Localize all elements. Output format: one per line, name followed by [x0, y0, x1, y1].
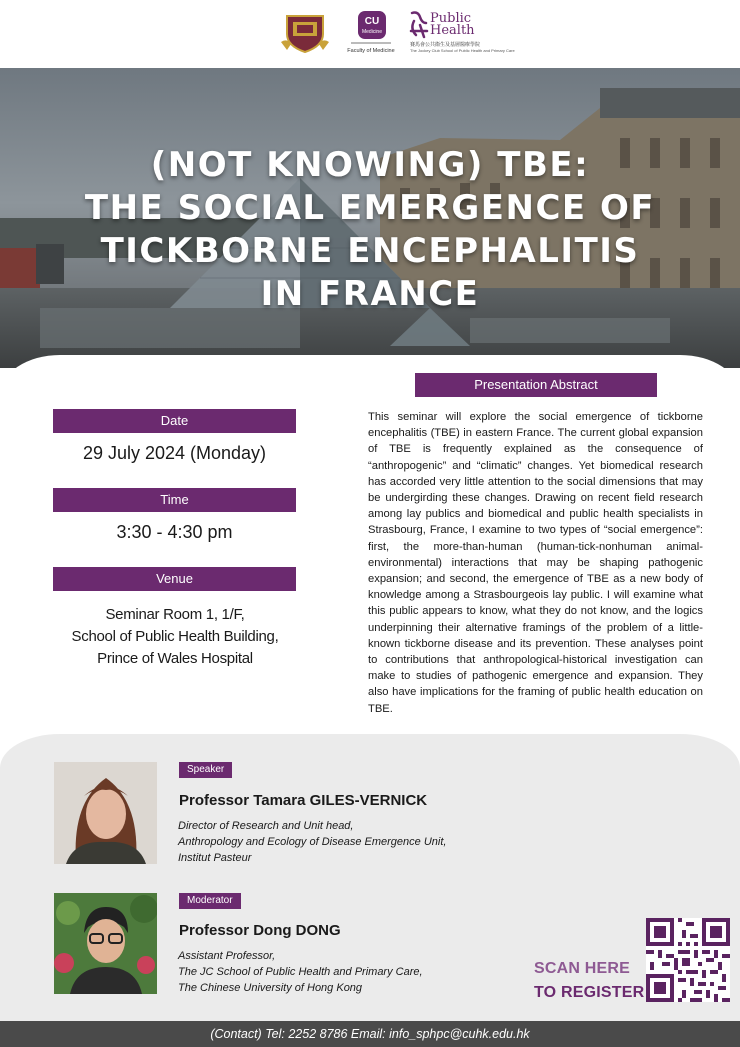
- scan-here-text: SCAN HERE: [534, 960, 631, 977]
- speaker-photo: [54, 762, 157, 864]
- venue-line: School of Public Health Building,: [71, 628, 279, 645]
- medicine-badge-text: CU: [364, 16, 380, 27]
- hero-title-line: THE SOCIAL EMERGENCE OF: [84, 188, 656, 228]
- hero-title-line: (NOT KNOWING) TBE:: [150, 145, 590, 185]
- public-health-chinese-name: 賽馬會公共衞生及基層醫療學院: [410, 42, 481, 48]
- cuhk-crest-logo: [281, 12, 329, 54]
- medicine-caption: Faculty of Medicine: [347, 48, 395, 54]
- date-label: Date: [53, 409, 296, 433]
- to-register-text: TO REGISTER: [534, 984, 645, 1001]
- moderator-name: Professor Dong DONG: [179, 922, 341, 939]
- hero-title: [40, 144, 700, 316]
- date-value: 29 July 2024 (Monday): [82, 443, 267, 463]
- abstract-text: This seminar will explore the social emergence of tickborne encephalitis (TBE) in eastern France. The current global expansion of TBE is frequently explained as the consequence of “anthropogenic” and “climatic” changes. Yet biomedical research has accorded very little attention to the social dimensions that may be undergirding these changes. Drawing on recent field research among lay publics and biomedical and public health specialists in Strasbourg, France, I examine to two types of “social emergence”: first, the more-than-human (human-tick-nonhuman animal-environmental) interactions that may be shaping pathogenic expansion; and second, the emergence of TBE as a new body of knowledge among a Strasbourgeois lay public. I will examine what this public appears to know, what they do not know, and the logics underpinning their alternative framings of the problem of a little-known tickborne disease and its prevention. These analyses point to contributions that anthropological-historical investigation can make to studies of pathogenic emergence and expansion. They also have implications for the framing of public health education on TBE.: [368, 411, 703, 715]
- time-value: 3:30 - 4:30 pm: [116, 522, 233, 542]
- public-health-logo: Public Health 賽馬會公共衞生及基層醫療學院 The Jockey Club School of Public Health and Primary Care: [410, 11, 515, 53]
- moderator-role-tag: Moderator: [179, 893, 241, 909]
- faculty-of-medicine-logo: [347, 11, 395, 55]
- time-label: Time: [53, 488, 296, 512]
- public-health-line2: ealth: [441, 23, 475, 38]
- logo-bar: [0, 0, 740, 68]
- public-health-line1: ublic: [438, 11, 472, 26]
- abstract-label: Presentation Abstract: [415, 373, 657, 397]
- speaker-role-tag: Speaker: [179, 762, 232, 778]
- moderator-photo: [54, 893, 157, 994]
- speaker-description: [178, 818, 446, 866]
- venue-line: Seminar Room 1, 1/F,: [105, 606, 245, 623]
- venue-line: Prince of Wales Hospital: [97, 650, 253, 667]
- hero-banner: [0, 68, 740, 368]
- moderator-desc-line: The JC School of Public Health and Primary Care,: [178, 966, 423, 978]
- speaker-desc-line: Director of Research and Unit head,: [178, 820, 354, 832]
- contact-footer: (Contact) Tel: 2252 8786 Email: info_sphpc@cuhk.edu.hk: [0, 1021, 740, 1047]
- hero-title-line: IN FRANCE: [260, 274, 480, 314]
- speaker-name: Professor Tamara GILES-VERNICK: [179, 792, 428, 809]
- hero-title-line: TICKBORNE ENCEPHALITIS: [100, 231, 640, 271]
- moderator-desc-line: The Chinese University of Hong Kong: [178, 982, 363, 994]
- venue-value: [40, 604, 310, 670]
- public-health-calligraphy-icon: [408, 9, 430, 39]
- moderator-desc-line: Assistant Professor,: [178, 950, 276, 962]
- registration-qr-code[interactable]: [646, 918, 730, 1002]
- speaker-desc-line: Institut Pasteur: [178, 852, 252, 864]
- venue-label: Venue: [53, 567, 296, 591]
- speaker-desc-line: Anthropology and Ecology of Disease Emergence Unit,: [178, 836, 447, 848]
- moderator-description: [178, 948, 423, 996]
- public-health-english-name: The Jockey Club School of Public Health and Primary Care: [410, 48, 515, 53]
- medicine-badge-subtext: Medicine: [361, 29, 383, 35]
